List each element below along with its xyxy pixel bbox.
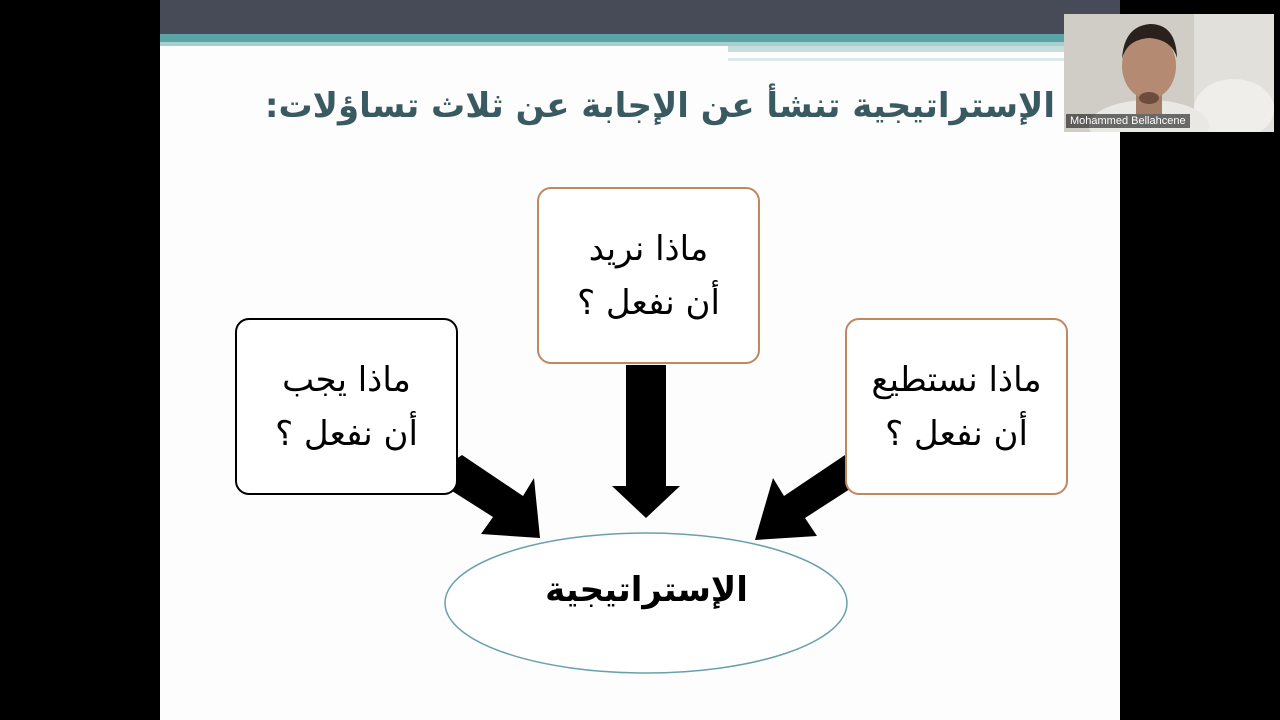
question-box-want xyxy=(537,187,760,364)
participant-video-tile[interactable] xyxy=(1064,14,1274,132)
question-box-line: أن نفعل ؟ xyxy=(885,413,1028,454)
question-box-must xyxy=(235,318,458,495)
participant-name-label: Mohammed Bellahcene xyxy=(1066,114,1190,128)
strategy-label: الإستراتيجية xyxy=(545,570,748,610)
question-box-line: ماذا نريد xyxy=(588,228,709,269)
question-box-line: أن نفعل ؟ xyxy=(275,413,418,454)
question-box-line: ماذا نستطيع xyxy=(871,359,1042,400)
question-box-line: ماذا يجب xyxy=(282,359,411,400)
slide-title: الإستراتيجية تنشأ عن الإجابة عن ثلاث تساؤلات: xyxy=(264,86,1055,126)
center-arrow xyxy=(612,365,680,518)
question-box-line: أن نفعل ؟ xyxy=(577,282,720,323)
presentation-slide xyxy=(160,0,1120,720)
question-box-can xyxy=(845,318,1068,495)
